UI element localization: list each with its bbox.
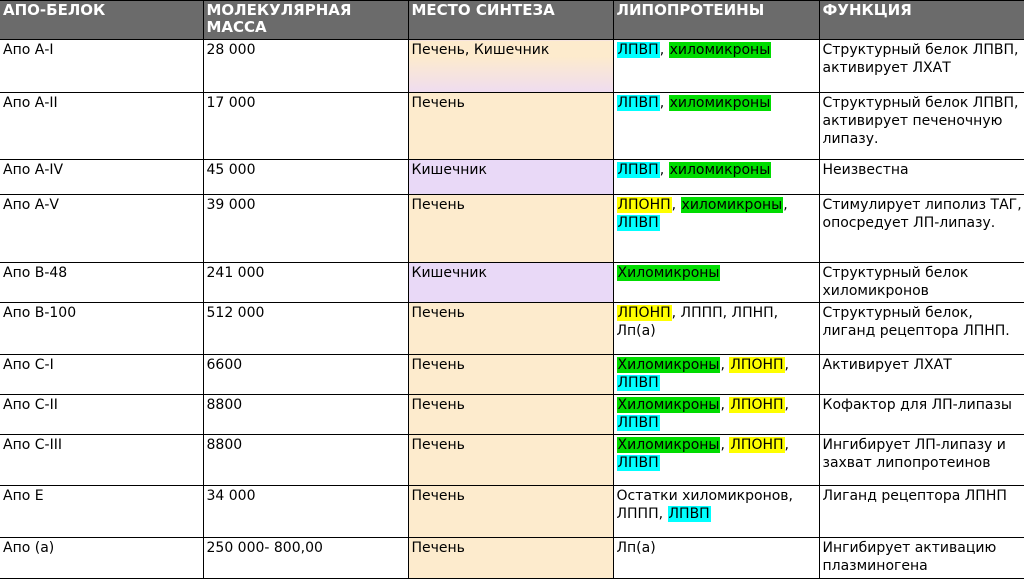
cell-mass: 28 000: [203, 40, 408, 93]
cell-function: Неизвестна: [819, 160, 1024, 195]
cell-function: Лиганд рецептора ЛПНП: [819, 486, 1024, 538]
cell-function: Структурный белок хиломикронов: [819, 263, 1024, 303]
table-row: [0, 395, 1024, 435]
lipoprotein-highlight: Хиломикроны: [617, 265, 720, 281]
cell-apo: Апо С-III: [0, 435, 203, 486]
header-lipoproteins: ЛИПОПРОТЕИНЫ: [613, 1, 819, 40]
lipoprotein-text: Лп(а): [616, 540, 656, 556]
cell-lipoproteins: [613, 538, 819, 579]
cell-mass: 34 000: [203, 486, 408, 538]
lipoprotein-highlight: ЛПОНП: [730, 437, 784, 453]
cell-function: Структурный белок ЛПВП, активирует ЛХАТ: [819, 40, 1024, 93]
cell-lipoproteins: [613, 486, 819, 538]
cell-apo: Апо С-I: [0, 355, 203, 395]
lipoprotein-text: ,: [720, 397, 730, 413]
cell-function: Активирует ЛХАТ: [819, 355, 1024, 395]
table-row: [0, 486, 1024, 538]
cell-lipoproteins: [613, 303, 819, 355]
lipoprotein-text: ,: [784, 437, 789, 453]
cell-site: Кишечник: [408, 263, 613, 303]
cell-mass: 8800: [203, 395, 408, 435]
lipoprotein-highlight: ЛПВП: [668, 506, 710, 522]
cell-site: Печень: [408, 355, 613, 395]
cell-lipoproteins: [613, 40, 819, 93]
cell-apo: Апо В-100: [0, 303, 203, 355]
cell-mass: 39 000: [203, 195, 408, 263]
cell-apo: Апо (а): [0, 538, 203, 579]
cell-function: Кофактор для ЛП-липазы: [819, 395, 1024, 435]
cell-mass: 241 000: [203, 263, 408, 303]
lipoprotein-highlight: ЛПОНП: [617, 197, 671, 213]
cell-apo: Апо В-48: [0, 263, 203, 303]
cell-lipoproteins: [613, 160, 819, 195]
cell-lipoproteins: [613, 93, 819, 160]
lipoprotein-highlight: ЛПВП: [617, 215, 659, 231]
cell-mass: 250 000- 800,00: [203, 538, 408, 579]
lipoprotein-highlight: ЛПВП: [617, 42, 659, 58]
lipoprotein-text: ,: [671, 197, 681, 213]
lipoprotein-highlight: ЛПВП: [617, 455, 659, 471]
lipoprotein-text: , ЛППП, ЛПНП, Лп(а): [616, 305, 779, 339]
lipoprotein-highlight: Хиломикроны: [617, 357, 720, 373]
lipoprotein-text: ,: [783, 197, 788, 213]
cell-apo: Апо Е: [0, 486, 203, 538]
header-site: МЕСТО СИНТЕЗА: [408, 1, 613, 40]
lipoprotein-highlight: хиломикроны: [681, 197, 783, 213]
table-body: [0, 40, 1024, 579]
cell-site: Печень: [408, 486, 613, 538]
lipoprotein-highlight: ЛПОНП: [617, 305, 671, 321]
header-row: [0, 1, 1024, 40]
cell-apo: Апо А-I: [0, 40, 203, 93]
lipoprotein-highlight: ЛПОНП: [730, 357, 784, 373]
cell-lipoproteins: [613, 435, 819, 486]
table-row: [0, 538, 1024, 579]
table-row: [0, 195, 1024, 263]
lipoprotein-text: Остатки хиломикронов, ЛППП,: [616, 488, 793, 522]
cell-function: Стимулирует липолиз ТАГ, опосредует ЛП-липазу.: [819, 195, 1024, 263]
lipoprotein-text: ,: [784, 397, 789, 413]
cell-lipoproteins: [613, 355, 819, 395]
cell-apo: Апо А-II: [0, 93, 203, 160]
cell-function: Структурный белок ЛПВП, активирует печеночную липазу.: [819, 93, 1024, 160]
lipoprotein-text: ,: [720, 357, 730, 373]
cell-site: Печень: [408, 93, 613, 160]
lipoprotein-text: ,: [720, 437, 730, 453]
lipoprotein-highlight: Хиломикроны: [617, 397, 720, 413]
cell-mass: 17 000: [203, 93, 408, 160]
lipoprotein-highlight: ЛПОНП: [730, 397, 784, 413]
lipoprotein-text: ,: [784, 357, 789, 373]
table-row: [0, 93, 1024, 160]
lipoprotein-text: ,: [659, 162, 669, 178]
cell-lipoproteins: [613, 195, 819, 263]
lipoprotein-highlight: хиломикроны: [669, 42, 771, 58]
cell-mass: 512 000: [203, 303, 408, 355]
table-row: [0, 40, 1024, 93]
header-apo: АПО-БЕЛОК: [0, 1, 203, 40]
table-row: [0, 303, 1024, 355]
cell-mass: 45 000: [203, 160, 408, 195]
cell-lipoproteins: [613, 395, 819, 435]
cell-function: Структурный белок, лиганд рецептора ЛПНП.: [819, 303, 1024, 355]
cell-site: Печень, Кишечник: [408, 40, 613, 93]
cell-lipoproteins: [613, 263, 819, 303]
lipoprotein-highlight: хиломикроны: [669, 95, 771, 111]
lipoprotein-highlight: ЛПВП: [617, 162, 659, 178]
lipoprotein-text: ,: [659, 95, 669, 111]
lipoprotein-highlight: ЛПВП: [617, 415, 659, 431]
cell-mass: 8800: [203, 435, 408, 486]
cell-mass: 6600: [203, 355, 408, 395]
cell-apo: Апо А-IV: [0, 160, 203, 195]
cell-site: Печень: [408, 395, 613, 435]
table-row: [0, 263, 1024, 303]
cell-site: Печень: [408, 538, 613, 579]
lipoprotein-highlight: хиломикроны: [669, 162, 771, 178]
lipoprotein-text: ,: [659, 42, 669, 58]
cell-site: Печень: [408, 435, 613, 486]
cell-site: Печень: [408, 195, 613, 263]
cell-apo: Апо А-V: [0, 195, 203, 263]
lipoprotein-highlight: Хиломикроны: [617, 437, 720, 453]
cell-site: Печень: [408, 303, 613, 355]
table-row: [0, 160, 1024, 195]
table-row: [0, 435, 1024, 486]
lipoprotein-highlight: ЛПВП: [617, 375, 659, 391]
cell-function: Ингибирует активацию плазминогена: [819, 538, 1024, 579]
table-row: [0, 355, 1024, 395]
header-function: ФУНКЦИЯ: [819, 1, 1024, 40]
cell-apo: Апо С-II: [0, 395, 203, 435]
cell-site: Кишечник: [408, 160, 613, 195]
header-mass: МОЛЕКУЛЯРНАЯ МАССА: [203, 1, 408, 40]
cell-function: Ингибирует ЛП-липазу и захват липопротеинов: [819, 435, 1024, 486]
lipoprotein-highlight: ЛПВП: [617, 95, 659, 111]
